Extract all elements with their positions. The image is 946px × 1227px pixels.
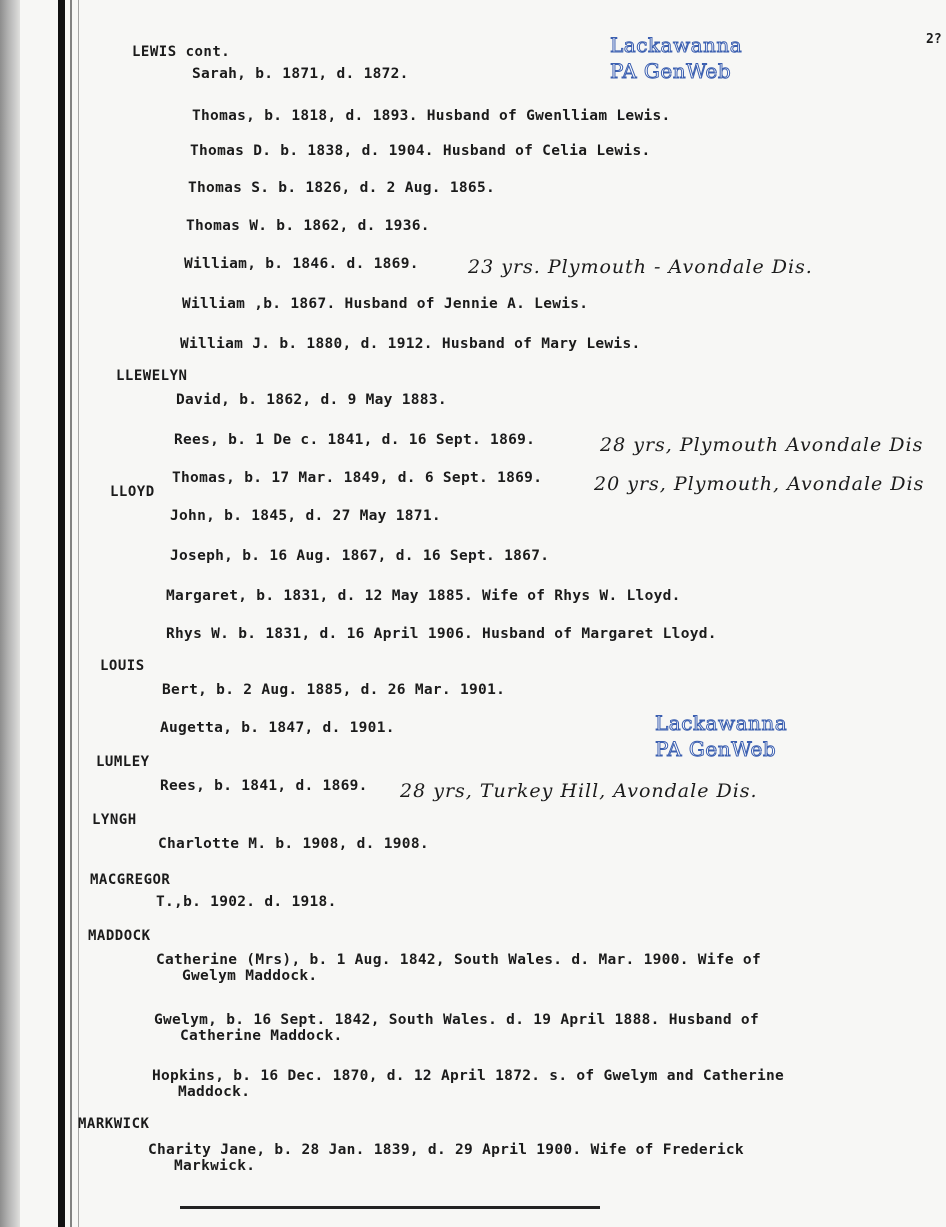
watermark-line-2: PA GenWeb (655, 737, 777, 761)
entry: Thomas D. b. 1838, d. 1904. Husband of Celia Lewis. (190, 143, 651, 159)
entry: William, b. 1846. d. 1869. (184, 256, 419, 272)
entry-continuation: Markwick. (174, 1158, 256, 1174)
entry: Joseph, b. 16 Aug. 1867, d. 16 Sept. 1867. (170, 548, 550, 564)
entry-continuation: Gwelym Maddock. (182, 968, 318, 984)
entry: Rhys W. b. 1831, d. 16 April 1906. Husband of Margaret Lloyd. (166, 626, 717, 642)
entry: William ,b. 1867. Husband of Jennie A. Lewis. (182, 296, 589, 312)
entry: T.,b. 1902. d. 1918. (156, 894, 337, 910)
surname-heading: MACGREGOR (90, 872, 171, 888)
watermark-line-2: PA GenWeb (610, 59, 732, 83)
surname-heading: LLOYD (110, 484, 155, 500)
entry: Thomas, b. 1818, d. 1893. Husband of Gwenlliam Lewis. (192, 108, 671, 124)
entry: Margaret, b. 1831, d. 12 May 1885. Wife of Rhys W. Lloyd. (166, 588, 681, 604)
surname-heading: MADDOCK (88, 928, 151, 944)
entry-continuation: Maddock. (178, 1084, 251, 1100)
watermark-line-1: Lackawanna (610, 33, 743, 57)
entry: Sarah, b. 1871, d. 1872. (192, 66, 409, 82)
entry: Augetta, b. 1847, d. 1901. (160, 720, 395, 736)
page-number: 2? (926, 32, 942, 47)
handwritten-note: 23 yrs. Plymouth - Avondale Dis. (468, 256, 813, 278)
margin-line (58, 0, 65, 1227)
surname-heading: LEWIS cont. (132, 44, 231, 60)
margin-line-thin (70, 0, 72, 1227)
entry: Thomas W. b. 1862, d. 1936. (186, 218, 430, 234)
entry: William J. b. 1880, d. 1912. Husband of Mary Lewis. (180, 336, 641, 352)
entry (152, 1068, 784, 1100)
bottom-rule (180, 1206, 600, 1209)
entry: Thomas S. b. 1826, d. 2 Aug. 1865. (188, 180, 496, 196)
handwritten-note: 28 yrs, Plymouth Avondale Dis (600, 434, 924, 456)
entry: Bert, b. 2 Aug. 1885, d. 26 Mar. 1901. (162, 682, 506, 698)
entry-line: Gwelym, b. 16 Sept. 1842, South Wales. d. 19 April 1888. Husband of (154, 1012, 759, 1028)
watermark-middle (655, 710, 787, 762)
entry (148, 1142, 744, 1174)
entry (154, 1012, 759, 1044)
entry (156, 952, 761, 984)
surname-heading: LOUIS (100, 658, 145, 674)
entry-line: Charity Jane, b. 28 Jan. 1839, d. 29 April 1900. Wife of Frederick (148, 1142, 744, 1158)
handwritten-note: 28 yrs, Turkey Hill, Avondale Dis. (400, 780, 758, 802)
handwritten-note: 20 yrs, Plymouth, Avondale Dis (594, 473, 925, 495)
watermark-line-1: Lackawanna (655, 711, 788, 735)
entry-line: Catherine (Mrs), b. 1 Aug. 1842, South Wales. d. Mar. 1900. Wife of (156, 952, 761, 968)
surname-heading: LUMLEY (96, 754, 150, 770)
entry: Charlotte M. b. 1908, d. 1908. (158, 836, 429, 852)
entry-continuation: Catherine Maddock. (180, 1028, 343, 1044)
margin-rule (78, 0, 79, 1227)
entry: David, b. 1862, d. 9 May 1883. (176, 392, 447, 408)
surname-heading: LLEWELYN (116, 368, 188, 384)
watermark-top (610, 32, 742, 84)
entry: Thomas, b. 17 Mar. 1849, d. 6 Sept. 1869. (172, 470, 543, 486)
binding-edge (0, 0, 20, 1227)
entry: Rees, b. 1 De c. 1841, d. 16 Sept. 1869. (174, 432, 536, 448)
entry: Rees, b. 1841, d. 1869. (160, 778, 368, 794)
surname-heading: LYNGH (92, 812, 137, 828)
surname-heading: MARKWICK (78, 1116, 150, 1132)
entry: John, b. 1845, d. 27 May 1871. (170, 508, 441, 524)
entry-line: Hopkins, b. 16 Dec. 1870, d. 12 April 1872. s. of Gwelym and Catherine (152, 1068, 785, 1084)
